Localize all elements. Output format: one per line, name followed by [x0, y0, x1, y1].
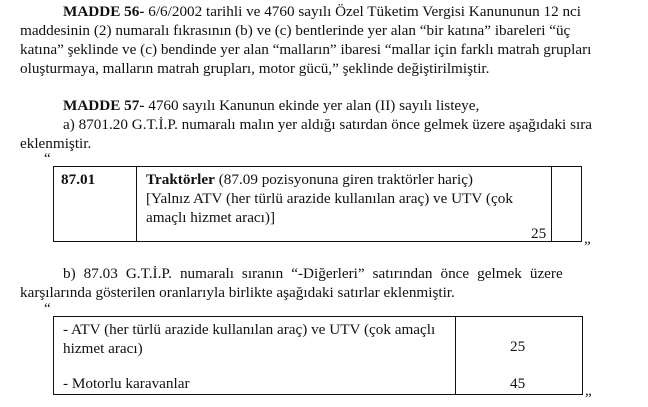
- gtip-code: 87.01: [61, 171, 96, 188]
- table1-rate: 25: [531, 225, 547, 242]
- madde56-line1: [63, 2, 581, 21]
- close-quote-1: ”: [584, 239, 591, 255]
- madde56-line2: maddesinin (2) numaralı fıkrasının (b) ve (c) bentlerinde yer alan “bir katına” ibareleri “üç: [20, 22, 571, 39]
- tariff-table-2: [53, 316, 583, 395]
- madde56-line1-text: 6/6/2002 tarihli ve 4760 sayılı Özel Tüketim Vergisi Kanununun 12 nci: [144, 3, 582, 20]
- table2-row-2-desc: - Motorlu karavanlar: [63, 375, 190, 392]
- open-quote-2: “: [44, 301, 51, 317]
- table1-title-rest: (87.09 pozisyonuna giren traktörler hariç): [214, 171, 473, 188]
- table1-note: [Yalnız ATV (her türlü arazide kullanılan araç) ve UTV (çok amaçlı hizmet aracı)]: [146, 190, 513, 226]
- clause-b-line1: b) 87.03 G.T.İ.P. numaralı sıranın “-Diğerleri” satırından önce gelmek üzere: [63, 265, 563, 282]
- madde57-line1-text: 4760 sayılı Kanunun ekinde yer alan (II) sayılı listeye,: [144, 97, 480, 114]
- code-cell: [54, 167, 137, 241]
- table2-description-column: [54, 317, 456, 394]
- open-quote-1: “: [44, 151, 51, 167]
- clause-a-line2: eklenmiştir.: [20, 135, 92, 152]
- table2-row-2-rate: 45: [510, 375, 526, 392]
- madde57-line1: [63, 96, 479, 115]
- clause-a-line1: a) 8701.20 G.T.İ.P. numaralı malın yer aldığı satırdan önce gelmek üzere aşağıdaki sıra: [63, 116, 592, 133]
- table1-title-bold: Traktörler: [146, 171, 215, 188]
- table2-row-1-desc: - ATV (her türlü arazide kullanılan araç) ve UTV (çok amaçlı hizmet aracı): [63, 321, 436, 357]
- close-quote-2: ”: [585, 391, 592, 407]
- madde56-heading: MADDE 56-: [63, 3, 145, 20]
- tariff-table-1: [53, 166, 582, 242]
- madde56-line4: oluşturmaya, malların matrah grupları, motor gücü,” şeklinde değiştirilmiştir.: [20, 60, 490, 77]
- madde57-heading: MADDE 57-: [63, 97, 145, 114]
- clause-b-line2: karşılarında gösterilen oranlarıyla birlikte aşağıdaki satırlar eklenmiştir.: [20, 284, 455, 301]
- madde56-line3: katına” şeklinde ve (c) bendinde yer alan “malların” ibaresi “mallar için farklı matrah grupları: [20, 41, 592, 58]
- table1-description: [146, 170, 546, 227]
- table2-row-1-rate: 25: [510, 338, 526, 355]
- description-cell: [137, 167, 552, 241]
